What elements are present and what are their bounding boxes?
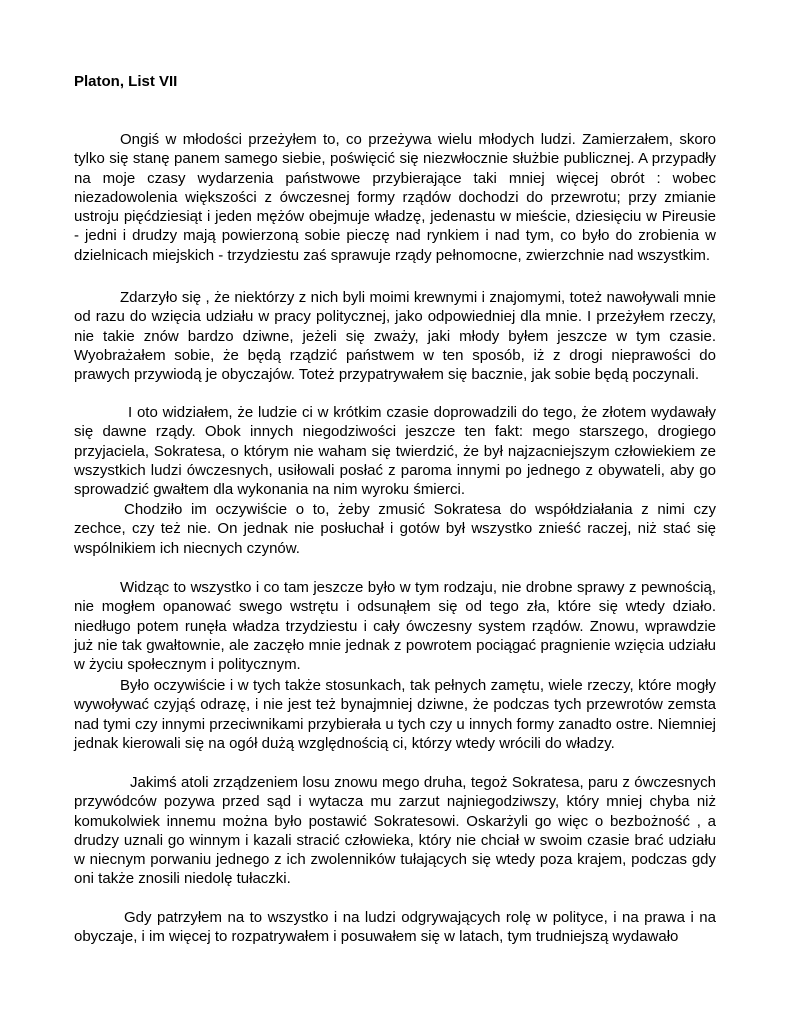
paragraph — [74, 908, 716, 947]
paragraph — [74, 578, 716, 674]
paragraph — [74, 288, 716, 384]
paragraph — [74, 403, 716, 499]
paragraph-text: Chodziło im oczywiście o to, żeby zmusić Sokratesa do współdziałania z nimi czy zechce, czy też nie. On jednak nie posłuchał i gotów był wszystko znieść raczej, niż stać się wspólnikiem ich niecnych czynów. — [74, 501, 716, 557]
paragraph-text: Było oczywiście i w tych także stosunkach, tak pełnych zamętu, wiele rzeczy, które mogły wywoływać czyjąś odrazę, i nie jest też bynajmniej dziwne, że podczas tych przewrotów zemsta nad tymi czy innymi przeciwnikami przybierała u tych czy u innych formy zanadto ostre. Niemniej jednak kierowali się na ogół dużą względnością ci, którzy wtedy wrócili do władzy. — [74, 677, 716, 752]
paragraph — [74, 500, 716, 558]
paragraph-text: Widząc to wszystko i co tam jeszcze było w tym rodzaju, nie drobne sprawy z pewnością, nie mogłem opanować swego wstrętu i odsunąłem się od tego zła, które się wtedy działo. niedługo potem runęła władza trzydziestu i cały ówczesny system rządów. Znowu, wprawdzie już nie tak gwałtownie, ale zaczęło mnie jednak z powrotem pociągać pragnienie wzięcia udziału w życiu społecznym i politycznym. — [74, 579, 716, 674]
paragraph-text: Jakimś atoli zrządzeniem losu znowu mego druha, tegoż Sokratesa, paru z ówczesnych przywódców pozywa przed sąd i wytacza mu zarzut najniegodziwszy, który mniej chyba niż komukolwiek innemu można było postawić Sokratesowi. Oskarżyli go więc o bezbożność , a drudzy uznali go winnym i kazali stracić człowieka, który nie chciał w swoim czasie brać udziału w niecnym porwaniu jednego z ich zwolenników tułających się wtedy poza krajem, podczas gdy oni także znosili niedolę tułaczki. — [74, 774, 716, 888]
paragraph-text: Ongiś w młodości przeżyłem to, co przeżywa wielu młodych ludzi. Zamierzałem, skoro tylko się stanę panem samego siebie, poświęcić się niezwłocznie służbie publicznej. A przypadły na moje czasy wydarzenia państwowe przybierające taki mniej więcej obrót : wobec niezadowolenia większości z ówczesnej formy rządów dochodzi do przewrotu; przy zmianie ustroju pięćdziesiąt i jeden mężów obejmuje władzę, jedenastu w mieście, dziesięciu w Pireusie - jedni i drudzy mają powierzoną sobie pieczę nad rynkiem i nad tym, co było do zrobienia w dzielnicach miejskich - trzydziestu zaś sprawuje rządy pełnomocne, zwierzchnie nad wszystkim. — [74, 131, 716, 264]
paragraph-text: I oto widziałem, że ludzie ci w krótkim czasie doprowadzili do tego, że złotem wydawały się dawne rządy. Obok innych niegodziwości jeszcze ten fakt: mego starszego, drogiego przyjaciela, Sokratesa, o którym nie waham się twierdzić, że był najzacniejszym człowiekiem ze wszystkich ludzi ówczesnych, usiłowali posłać z paroma innymi po jednego z obywateli, aby go sprowadzić gwałtem dla wykonania na nim wyroku śmierci. — [74, 404, 716, 499]
document-title: Platon, List VII — [74, 73, 178, 90]
paragraph — [74, 676, 716, 753]
paragraph — [74, 130, 716, 265]
paragraph-text: Zdarzyło się , że niektórzy z nich byli moimi krewnymi i znajomymi, toteż nawoływali mnie od razu do wzięcia udziału w pracy politycznej, jako odpowiedniej dla mnie. I przeżyłem rzeczy, nie takie znów bardzo dziwne, jeżeli się zważy, jaki młody byłem jeszcze w tym czasie. Wyobrażałem sobie, że będą rządzić państwem w ten sposób, iż z drogi nieprawości do prawych przywiodą je obyczajów. Toteż przypatrywałem się bacznie, jak sobie będą poczynali. — [74, 289, 716, 384]
paragraph — [74, 773, 716, 889]
paragraph-text: Gdy patrzyłem na to wszystko i na ludzi odgrywających rolę w polityce, i na prawa i na obyczaje, i im więcej to rozpatrywałem i posuwałem się w latach, tym trudniejszą wydawało — [74, 909, 716, 946]
